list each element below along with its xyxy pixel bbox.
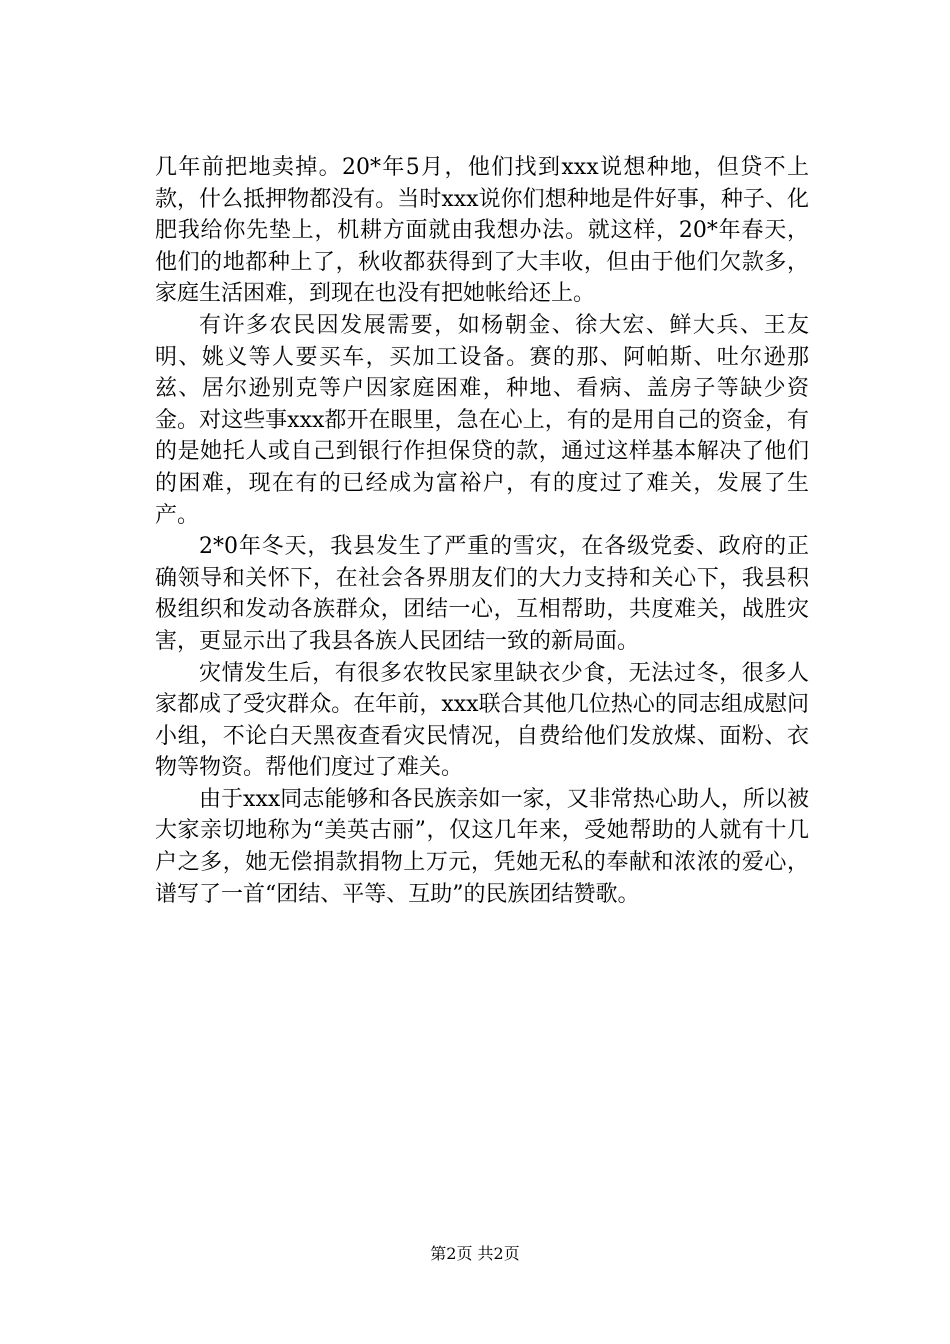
paragraph-1: 几年前把地卖掉。20*年5月，他们找到xxx说想种地，但贷不上款，什么抵押物都没有。当时xxx说你们想种地是件好事，种子、化肥我给你先垫上，机耕方面就由我想办法。就这样，20*年春天，他们的地都种上了，秋收都获得到了大丰收，但由于他们欠款多，家庭生活困难，到现在也没有把她帐给还上。 [155,155,809,307]
paragraph-5: 由于xxx同志能够和各民族亲如一家，又非常热心助人，所以被大家亲切地称为“美英古丽”，仅这几年来，受她帮助的人就有十几户之多，她无偿捐款捐物上万元，凭她无私的奉献和浓浓的爱心，谱写了一首“团结、平等、互助”的民族团结赞歌。 [155,786,809,907]
page-footer: 第2页 共2页 [430,1244,520,1263]
paragraph-4: 灾情发生后，有很多农牧民家里缺衣少食，无法过冬，很多人家都成了受灾群众。在年前，xxx联合其他几位热心的同志组成慰问小组，不论白天黑夜查看灾民情况，自费给他们发放煤、面粉、衣物等物资。帮他们度过了难关。 [155,660,809,781]
document-body [155,152,809,910]
paragraph-3: 2*0年冬天，我县发生了严重的雪灾，在各级党委、政府的正确领导和关怀下，在社会各界朋友们的大力支持和关心下，我县积极组织和发动各族群众，团结一心，互相帮助，共度难关，战胜灾害，更显示出了我县各族人民团结一致的新局面。 [155,534,809,654]
paragraph-2: 有许多农民因发展需要，如杨朝金、徐大宏、鲜大兵、王友明、姚义等人要买车，买加工设备。赛的那、阿帕斯、吐尔逊那兹、居尔逊别克等户因家庭困难，种地、看病、盖房子等缺少资金。对这些事xxx都开在眼里，急在心上，有的是用自己的资金，有的是她托人或自己到银行作担保贷的款，通过这样基本解决了他们的困难，现在有的已经成为富裕户，有的度过了难关，发展了生产。 [155,312,809,528]
